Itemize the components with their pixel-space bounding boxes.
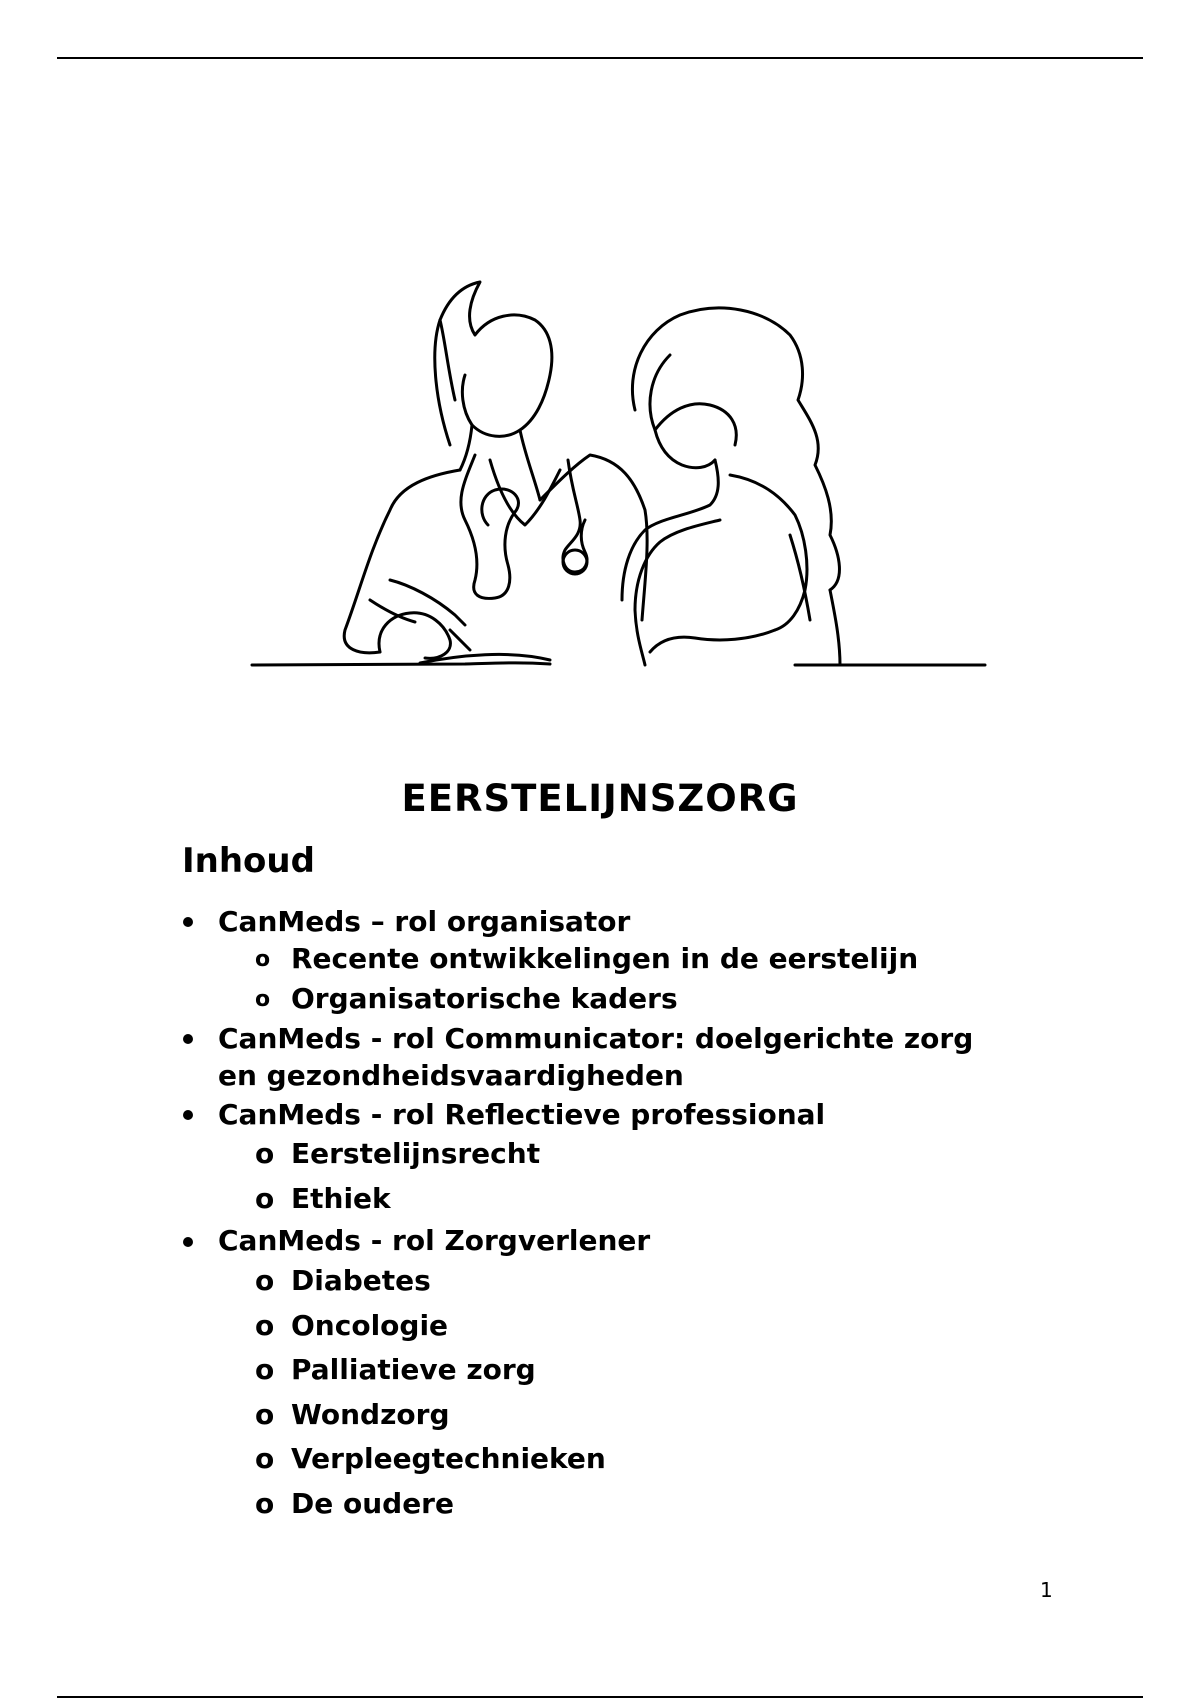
sub-bullet-marker: o: [255, 1442, 275, 1475]
toc-item-communicator: CanMeds - rol Communicator: doelgerichte zorg: [218, 1022, 974, 1055]
sub-bullet-marker: o: [255, 1398, 275, 1431]
sub-bullet-marker: o: [255, 1487, 275, 1520]
bullet-icon: [183, 1110, 193, 1120]
toc-subitem: Diabetes: [291, 1264, 431, 1297]
sub-bullet-marker: o: [255, 987, 271, 1012]
toc-item-organisator: CanMeds – rol organisator: [218, 905, 631, 938]
toc-subitem: De oudere: [291, 1487, 454, 1520]
toc-subitem: Wondzorg: [291, 1398, 450, 1431]
document-title: EERSTELIJNSZORG: [401, 777, 799, 820]
page-number: 1: [1040, 1578, 1053, 1602]
toc-item-reflectieve-professional: CanMeds - rol Reflectieve professional: [218, 1098, 826, 1131]
sub-bullet-marker: o: [255, 947, 271, 972]
bottom-rule: [57, 1696, 1143, 1698]
toc-subitem: Eerstelijnsrecht: [291, 1137, 541, 1170]
bullet-icon: [183, 1034, 193, 1044]
toc-heading: Inhoud: [182, 841, 315, 881]
sub-bullet-marker: o: [255, 1309, 275, 1342]
toc-subitem: Verpleegtechnieken: [291, 1442, 606, 1475]
bullet-icon: [183, 917, 193, 927]
toc-subitem: Ethiek: [291, 1182, 391, 1215]
sub-bullet-marker: o: [255, 1182, 275, 1215]
toc-subitem: Palliatieve zorg: [291, 1353, 536, 1386]
toc-subitem: Recente ontwikkelingen in de eerstelijn: [291, 942, 919, 975]
toc-subitem: Organisatorische kaders: [291, 982, 678, 1015]
sub-bullet-marker: o: [255, 1137, 275, 1170]
toc-item-communicator-continued: en gezondheidsvaardigheden: [218, 1059, 684, 1092]
toc-item-zorgverlener: CanMeds - rol Zorgverlener: [218, 1224, 651, 1257]
sub-bullet-marker: o: [255, 1353, 275, 1386]
toc-subitem: Oncologie: [291, 1309, 449, 1342]
bullet-icon: [183, 1237, 193, 1247]
sub-bullet-marker: o: [255, 1264, 275, 1297]
